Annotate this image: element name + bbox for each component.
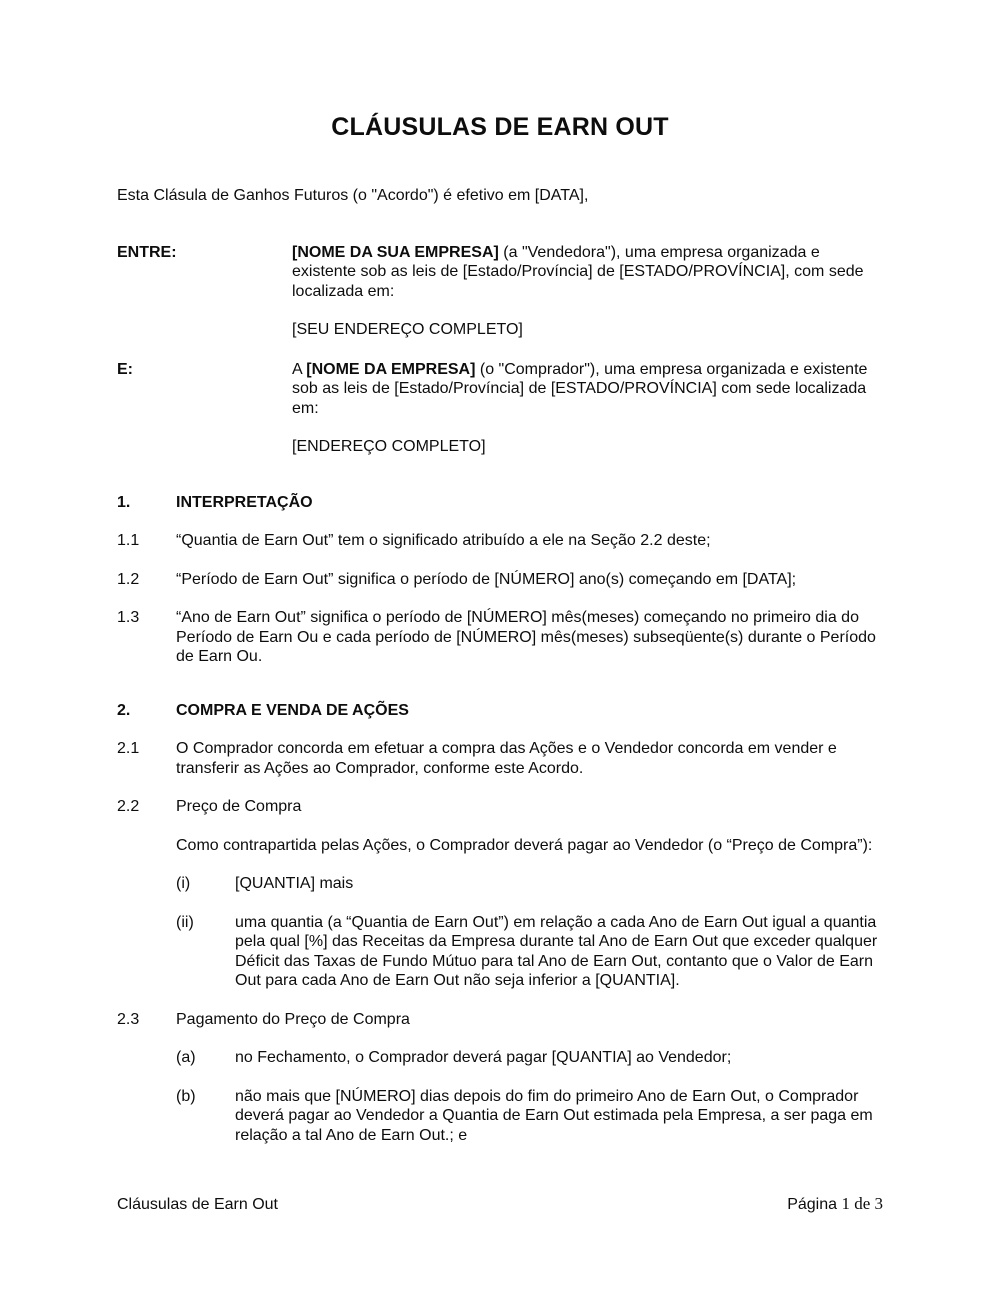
subclause-text: no Fechamento, o Comprador deverá pagar [QUANTIA] ao Vendedor; (235, 1049, 732, 1066)
subclause-marker: (b) (176, 1087, 196, 1105)
subclause-row-b (176, 1087, 883, 1146)
party-address-buyer: [ENDEREÇO COMPLETO] (292, 438, 486, 455)
clause-number: 2.1 (117, 740, 140, 757)
clause-number: 2.2 (117, 798, 140, 815)
party-address-seller: [SEU ENDEREÇO COMPLETO] (292, 321, 523, 338)
party-row-buyer (117, 360, 883, 457)
party-content-buyer (292, 360, 883, 457)
clause-row-1-3 (117, 608, 883, 667)
section-title: INTERPRETAÇÃO (176, 493, 313, 511)
party-description-seller (292, 243, 883, 302)
clause-number: 1.2 (117, 570, 140, 588)
party-row-seller (117, 243, 883, 340)
subclause-text: [QUANTIA] mais (235, 875, 354, 892)
clause-row-2-1 (117, 739, 883, 778)
clause-body-2-2 (176, 797, 883, 991)
section-number: 1. (117, 493, 131, 511)
clause-text: “Quantia de Earn Out” tem o significado atribuído a ele na Seção 2.2 deste; (176, 532, 711, 549)
section-number: 2. (117, 701, 131, 719)
subclause-row-i (176, 874, 883, 894)
clause-number: 2.3 (117, 1010, 140, 1028)
subclause-row-a (176, 1048, 883, 1068)
subclause-marker: (ii) (176, 913, 194, 931)
party-label-entre: ENTRE: (117, 243, 177, 261)
party-prefix-buyer: A (292, 360, 307, 378)
section-heading-interpretacao (117, 493, 883, 513)
subclause-text: uma quantia (a “Quantia de Earn Out”) em relação a cada Ano de Earn Out igual a quantia pela qual [%] das Receitas da Empresa durante tal Ano de Earn Out que exceder qualquer Déficit das Taxas de Fundo Mútuo para tal Ano de Earn Out, contanto que o Valor de Earn Out para cada Ano de Earn Out não seja inferior a [QUANTIA]. (235, 913, 878, 989)
party-rest-seller: (a "Vendedora"), uma empresa organizada e existente sob as leis de [Estado/Província] de [ESTADO/PROVÍNCIA], com sede localizada em: (292, 243, 864, 300)
party-label-e: E: (117, 360, 133, 378)
clause-text: O Comprador concorda em efetuar a compra das Ações e o Vendedor concorda em vender e transferir as Ações ao Comprador, conforme este Acordo. (176, 740, 837, 777)
clause-number: 1.3 (117, 609, 140, 626)
section-title: COMPRA E VENDA DE AÇÕES (176, 701, 409, 719)
footer-page-indicator (787, 1194, 883, 1215)
intro-paragraph: Esta Clásula de Ganhos Futuros (o "Acordo") é efetivo em [DATA], (117, 187, 589, 204)
section-heading-compra-venda (117, 701, 883, 721)
clause-text: Preço de Compra (176, 798, 302, 815)
footer-doc-title: Cláusulas de Earn Out (117, 1196, 278, 1213)
document-title: CLÁUSULAS DE EARN OUT (331, 113, 669, 141)
page-footer (117, 1194, 883, 1215)
clause-text: “Período de Earn Out” significa o período de [NÚMERO] ano(s) começando em [DATA]; (176, 570, 797, 588)
subclause-marker: (i) (176, 875, 191, 892)
clause-row-1-2 (117, 570, 883, 590)
subclause-row-ii (176, 913, 883, 991)
footer-page-label: Página (787, 1196, 842, 1213)
clause-text: “Ano de Earn Out” significa o período de [NÚMERO] mês(meses) começando no primeiro dia do Período de Earn Ou e cada período de [NÚMERO] mês(meses) subseqüente(s) durante o Período de Earn Ou. (176, 609, 876, 665)
subclause-text: não mais que [NÚMERO] dias depois do fim do primeiro Ano de Earn Out, o Comprador deverá pagar ao Vendedor a Quantia de Earn Out estimada pela Empresa, a ser paga em relação a tal Ano de Earn Out.; e (235, 1087, 873, 1144)
clause-row-2-2 (117, 797, 883, 991)
clause-text: Pagamento do Preço de Compra (176, 1010, 410, 1028)
clause-paragraph: Como contrapartida pelas Ações, o Comprador deverá pagar ao Vendedor (o “Preço de Compra”): (176, 836, 873, 854)
party-name-buyer: [NOME DA EMPRESA] (306, 360, 476, 378)
subclause-marker: (a) (176, 1049, 196, 1066)
party-name-seller: [NOME DA SUA EMPRESA] (292, 243, 499, 261)
footer-page-number: 1 de 3 (841, 1194, 883, 1213)
party-rest-buyer: (o "Comprador"), uma empresa organizada e existente sob as leis de [Estado/Província] de [ESTADO/PROVÍNCIA] com sede localizada em: (292, 360, 868, 417)
party-description-buyer (292, 360, 883, 419)
clause-row-1-1 (117, 531, 883, 551)
clause-body-2-3 (176, 1010, 883, 1146)
party-content-seller (292, 243, 883, 340)
clause-row-2-3 (117, 1010, 883, 1146)
clause-number: 1.1 (117, 532, 140, 549)
